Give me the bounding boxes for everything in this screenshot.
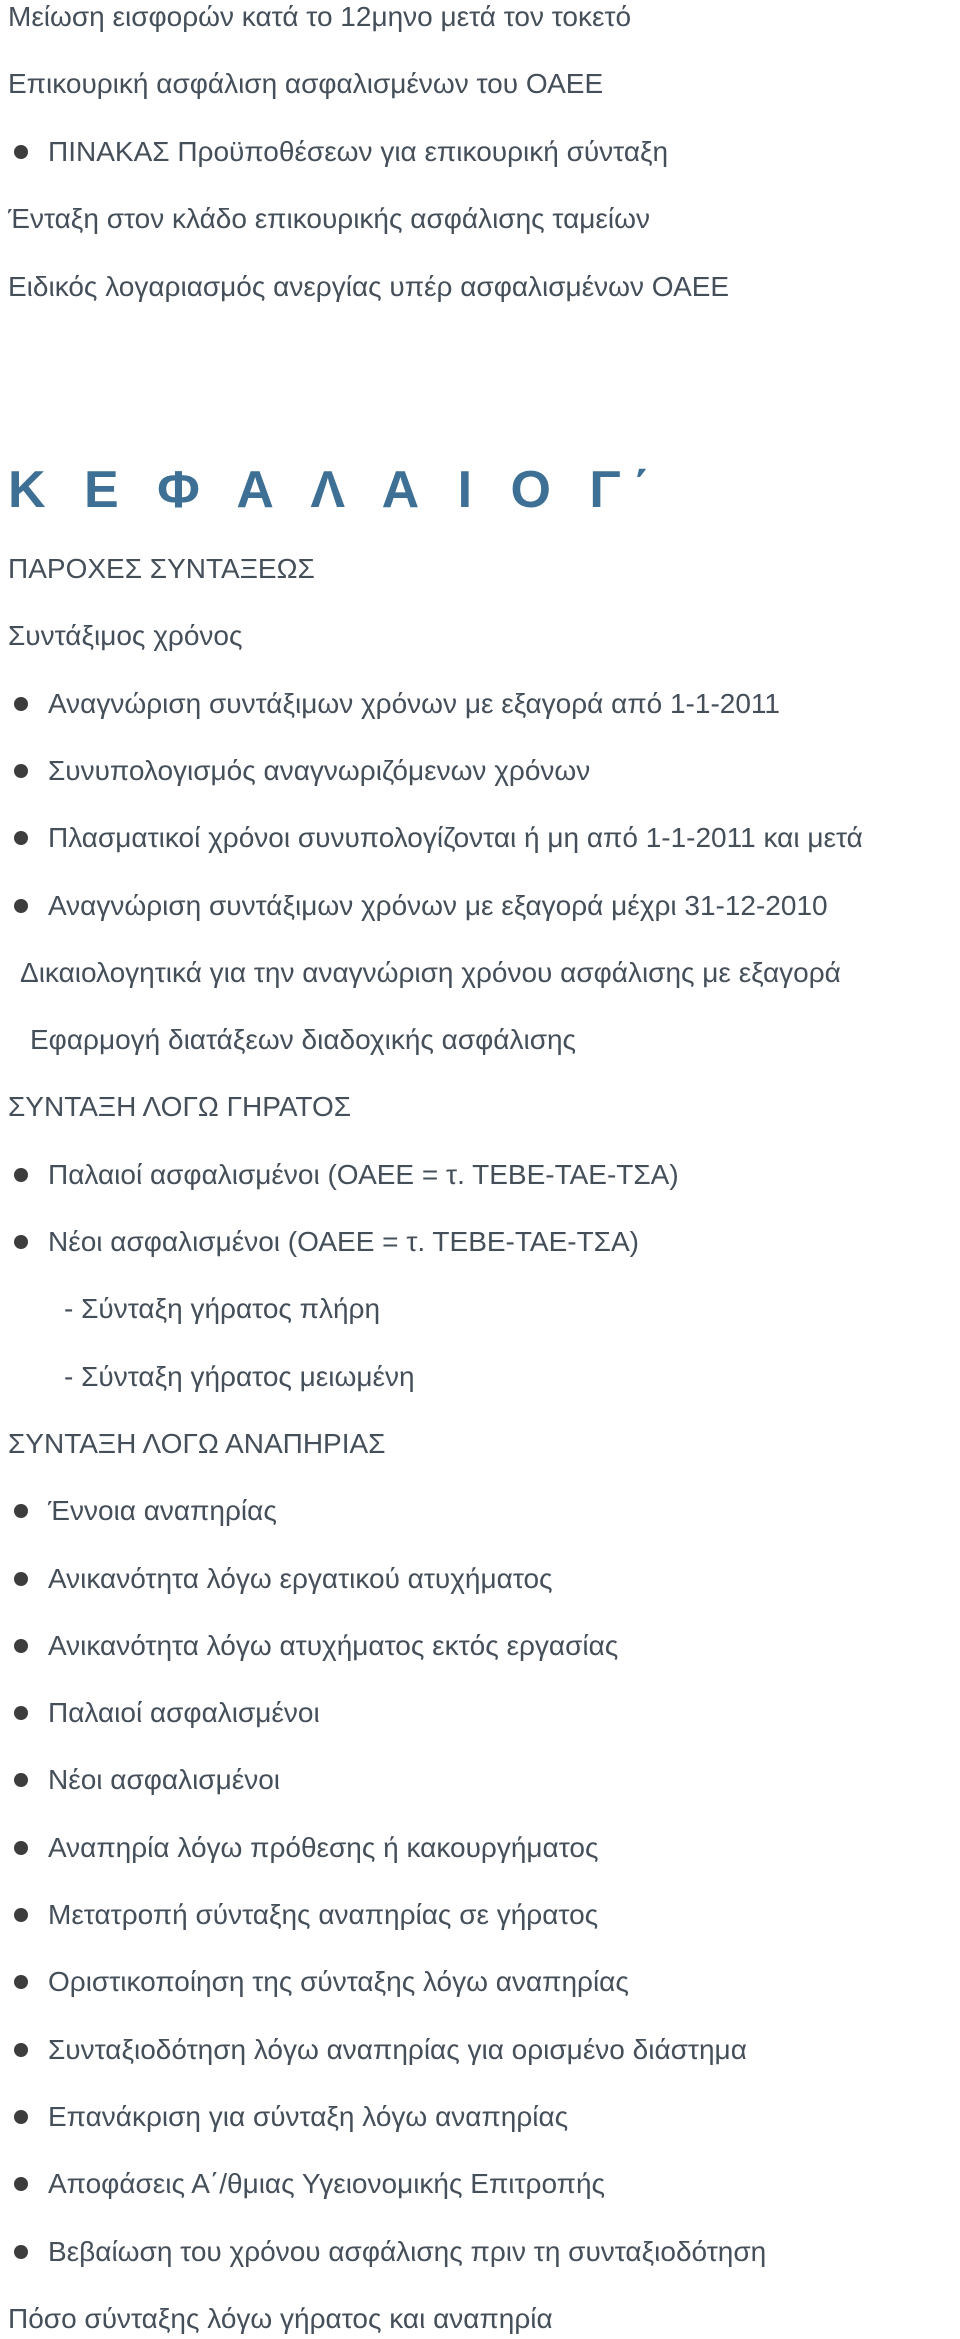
list-item-text: Βεβαίωση του χρόνου ασφάλισης πριν τη συνταξιοδότηση [48,2235,767,2267]
bullet-icon [14,764,28,778]
bullet-icon [14,145,28,159]
list-item-text: ΣΥΝΤΑΞΗ ΛΟΓΩ ΓΗΡΑΤΟΣ [8,1091,352,1123]
bullet-list-item [8,1828,598,1868]
list-item-text: Επικουρική ασφάλιση ασφαλισμένων του ΟΑΕΕ [8,68,604,100]
list-item [8,64,603,104]
bullet-icon [14,1504,28,1518]
bullet-icon [14,1908,28,1922]
bullet-list-item [8,886,828,926]
bullet-icon [14,2043,28,2057]
list-item [8,1087,351,1127]
bullet-list-item [8,751,590,791]
bullet-list-item [8,1693,320,1733]
list-item-text: Συνυπολογισμός αναγνωριζόμενων χρόνων [48,754,591,786]
list-item-text: Οριστικοποίηση της σύνταξης λόγω αναπηρίας [48,1966,629,1998]
bullet-list-item [8,2030,747,2070]
bullet-icon [14,2110,28,2124]
list-item-text: Μείωση εισφορών κατά το 12μηνο μετά τον τοκετό [8,1,632,32]
list-item [8,0,631,37]
list-item-text: - Σύνταξη γήρατος πλήρη [64,1293,381,1325]
list-item-text: Ειδικός λογαριασμός ανεργίας υπέρ ασφαλισμένων ΟΑΕΕ [8,270,730,302]
bullet-icon [14,1235,28,1249]
list-item [20,953,841,993]
list-item-text: Δικαιολογητικά για την αναγνώριση χρόνου ασφάλισης με εξαγορά [20,956,841,988]
list-item-text: Συνταξιοδότηση λόγω αναπηρίας για ορισμένο διάστημα [48,2033,747,2065]
bullet-list-item [8,684,780,724]
bullet-list-item [8,818,863,858]
list-item-text: Επανάκριση για σύνταξη λόγω αναπηρίας [48,2100,569,2132]
list-item-text: Νέοι ασφαλισμένοι [48,1764,280,1796]
bullet-list-item [8,2232,766,2272]
bullet-icon [14,1639,28,1653]
list-item-text: Έννοια αναπηρίας [48,1495,277,1527]
list-item [8,267,729,307]
list-item [8,549,315,589]
list-item [8,199,650,239]
list-item [8,616,242,656]
list-item-text: Νέοι ασφαλισμένοι (ΟΑΕΕ = τ. ΤΕΒΕ-ΤΑΕ-ΤΣΑ) [48,1226,639,1257]
list-item-text: Αναγνώριση συντάξιμων χρόνων με εξαγορά μέχρι 31-12-2010 [48,889,828,921]
list-item-text: Πλασματικοί χρόνοι συνυπολογίζονται ή μη από 1-1-2011 και μετά [48,822,863,854]
list-item-text: ΣΥΝΤΑΞΗ ΛΟΓΩ ΑΝΑΠΗΡΙΑΣ [8,1427,386,1459]
bullet-list-item [8,1626,618,1666]
list-item [64,1289,380,1329]
list-item-text: Παλαιοί ασφαλισμένοι [48,1697,320,1729]
list-item-text: Παλαιοί ασφαλισμένοι (ΟΑΕΕ = τ. ΤΕΒΕ-ΤΑΕ-ΤΣΑ) [48,1158,679,1190]
list-item-text: Ένταξη στον κλάδο επικουρικής ασφάλισης ταμείων [8,203,650,235]
list-item-text: - Σύνταξη γήρατος μειωμένη [64,1360,415,1392]
list-item-text: Εφαρμογή διατάξεων διαδοχικής ασφάλισης [30,1024,577,1056]
list-item [30,1020,576,1060]
list-item-text: Ανικανότητα λόγω ατυχήματος εκτός εργασίας [48,1629,619,1661]
list-item [8,2299,553,2339]
bullet-list-item [8,1559,553,1599]
bullet-list-item [8,2164,605,2204]
list-item [64,1357,415,1397]
list-item-text: Πόσο σύνταξης λόγω γήρατος και αναπηρία [8,2302,553,2334]
list-item-text: Αναγνώριση συντάξιμων χρόνων με εξαγορά από 1-1-2011 [48,687,780,719]
list-item-text: ΠΙΝΑΚΑΣ Προϋποθέσεων για επικουρική σύνταξη [48,135,669,167]
bullet-list-item [8,1491,277,1531]
bullet-list-item [8,1760,280,1800]
bullet-icon [14,2245,28,2259]
bullet-list-item [8,1895,598,1935]
list-item-text: Ανικανότητα λόγω εργατικού ατυχήματος [48,1562,553,1594]
bullet-list-item [8,1222,639,1262]
bullet-icon [14,1168,28,1182]
bullet-icon [14,1841,28,1855]
list-item [8,1424,386,1464]
bullet-list-item [8,1962,629,2002]
bullet-list-item [8,2097,568,2137]
list-item-text: Αποφάσεις Α΄/θμιας Υγειονομικής Επιτροπής [48,2168,606,2200]
bullet-icon [14,1773,28,1787]
bullet-icon [14,1975,28,1989]
bullet-icon [14,831,28,845]
list-item-text: ΠΑΡΟΧΕΣ ΣΥΝΤΑΞΕΩΣ [8,553,315,584]
bullet-icon [14,697,28,711]
list-item-text: Μετατροπή σύνταξης αναπηρίας σε γήρατος [48,1899,599,1930]
bullet-icon [14,2177,28,2191]
bullet-icon [14,1706,28,1720]
bullet-list-item [8,1155,679,1195]
list-item-text: Συντάξιμος χρόνος [8,620,243,652]
bullet-list-item [8,132,668,172]
chapter-heading: Κ Ε Φ Α Λ Α Ι Ο Γ΄ [8,461,662,519]
bullet-icon [14,899,28,913]
list-item-text: Αναπηρία λόγω πρόθεσης ή κακουργήματος [48,1831,599,1863]
bullet-icon [14,1572,28,1586]
